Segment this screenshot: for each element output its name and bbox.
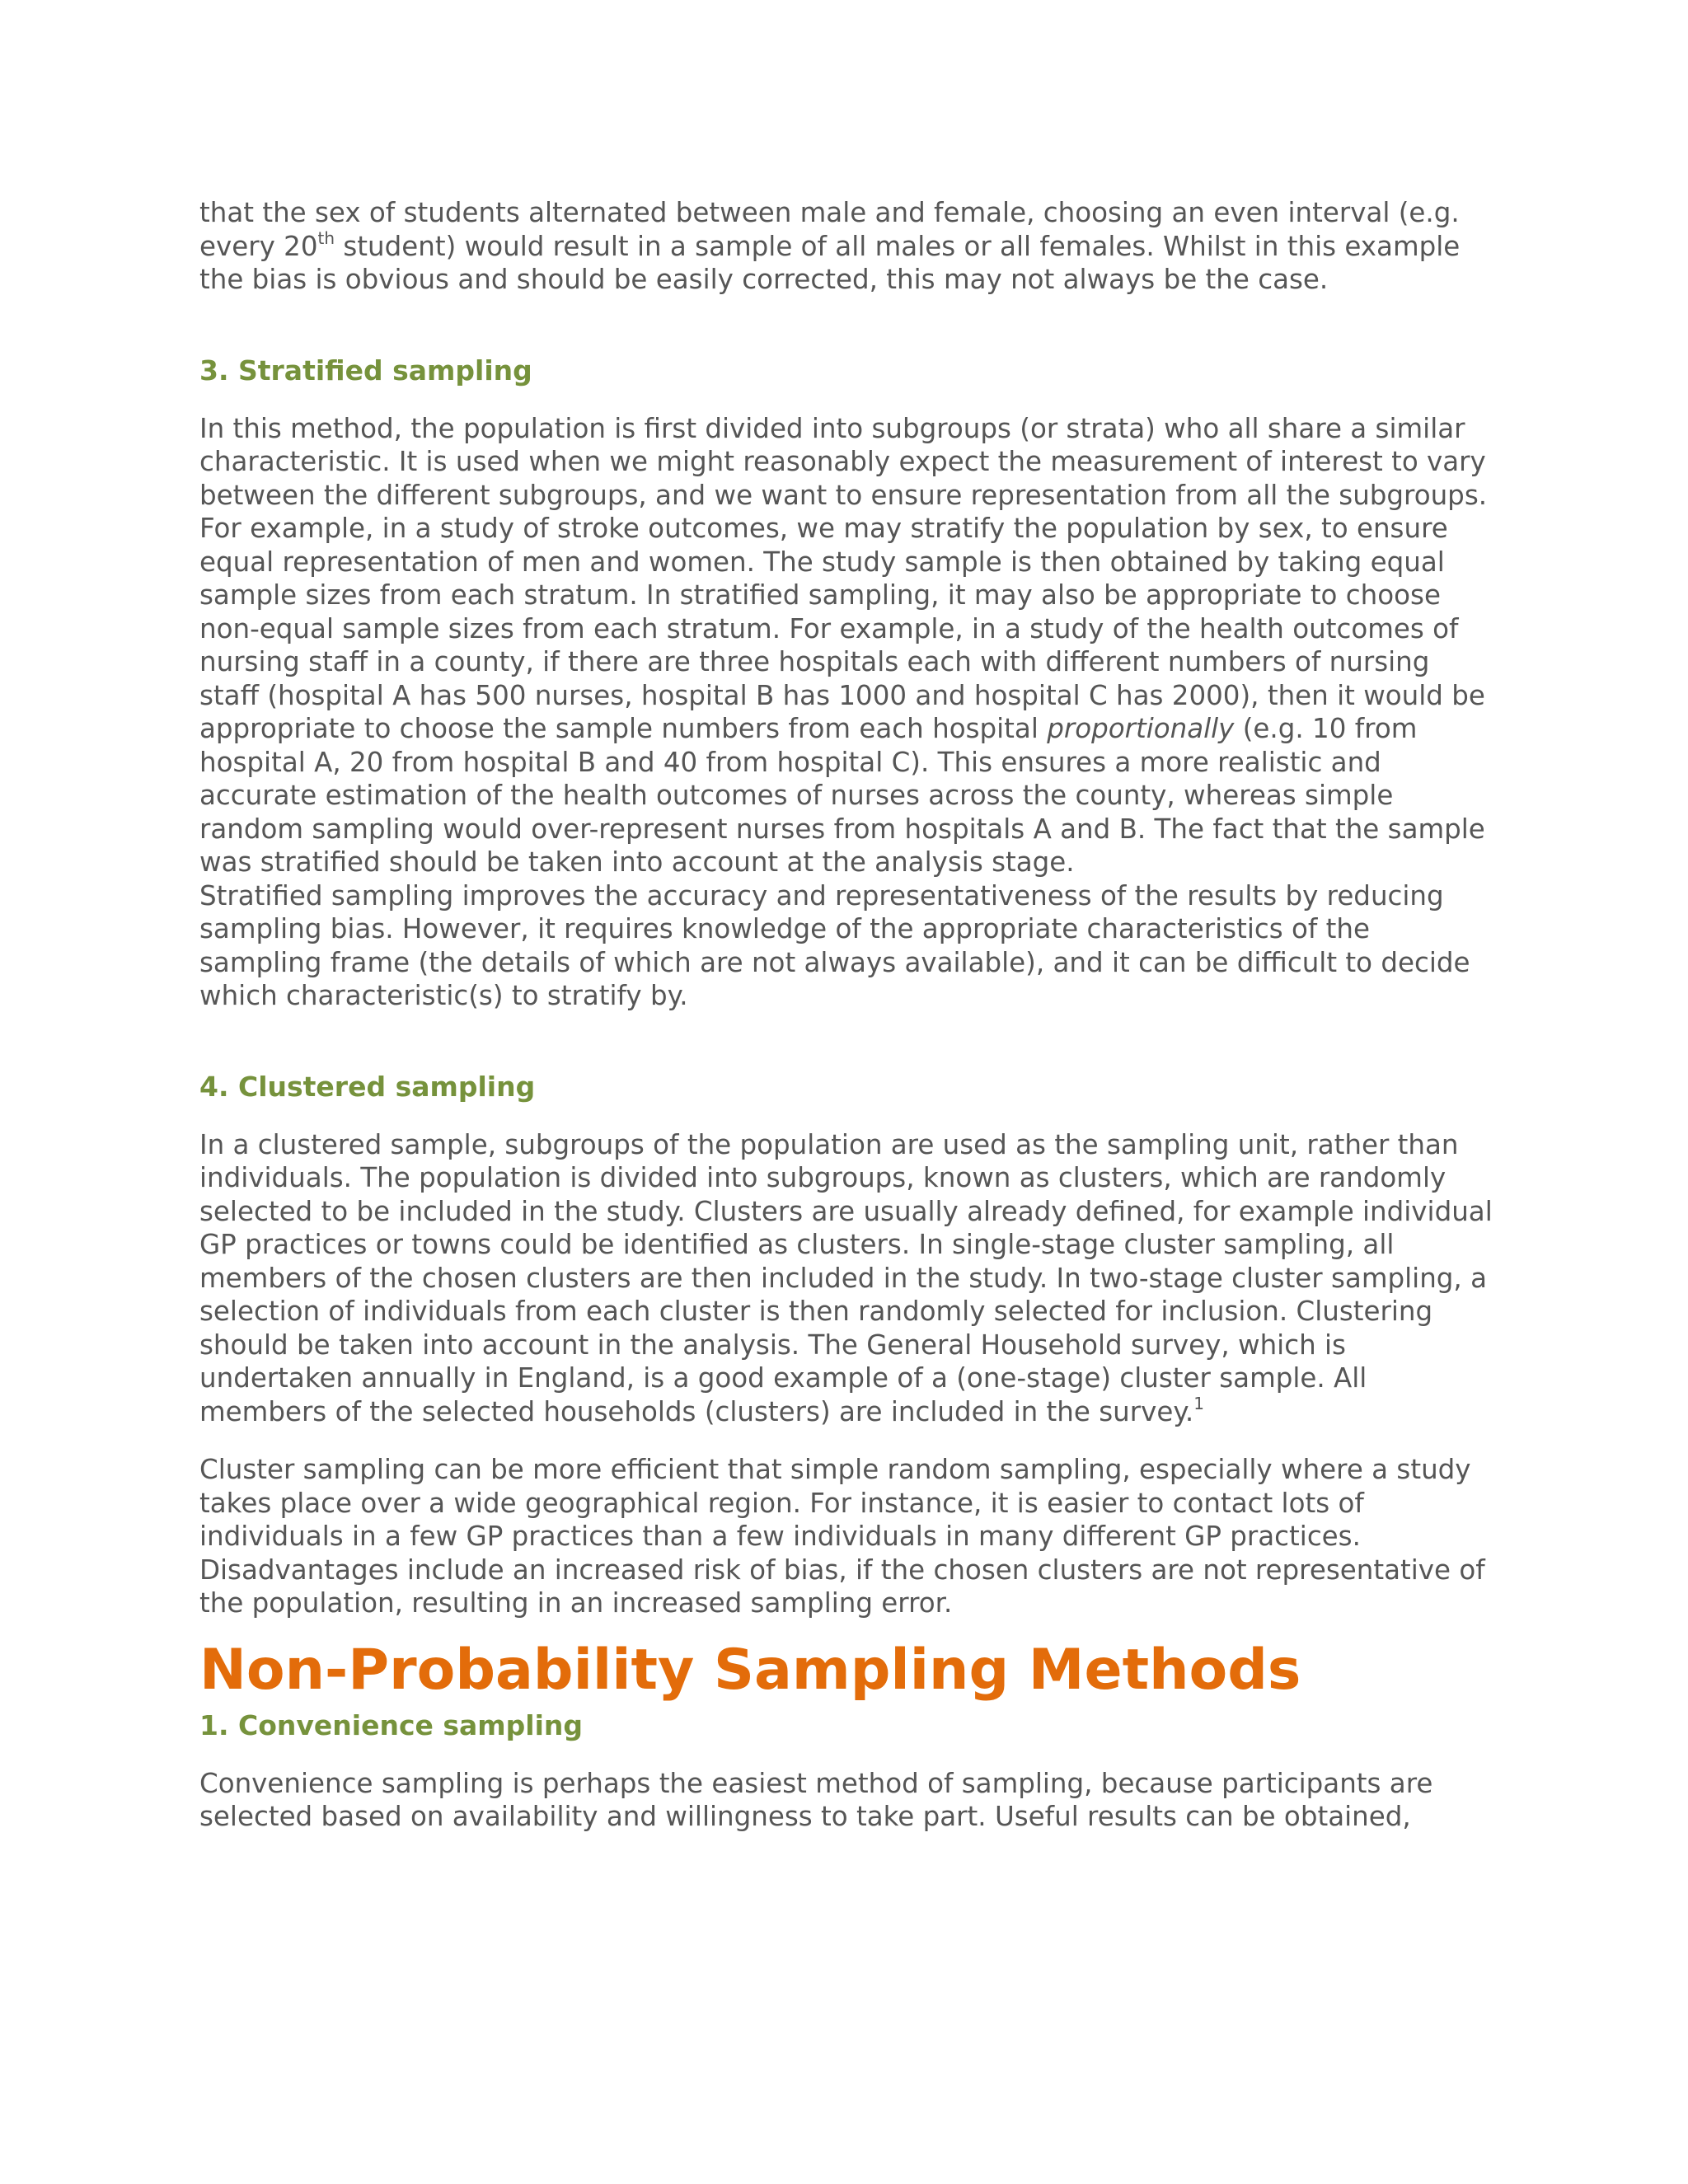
clustered-sampling-heading: 4. Clustered sampling (199, 1070, 536, 1103)
convenience-sampling-heading: 1. Convenience sampling (199, 1708, 584, 1741)
stratified-paragraph-2: Stratified sampling improves the accuracy and representativeness of the results by reducing sampling bias. However, it requires knowledge of the appropriate characteristics of the sampling frame (the details of which are not always available), and it can be difficult to decide which characteristic(s) to stratify by. (199, 879, 1470, 1011)
intro-text-b: student) would result in a sample of all males or all females. Whilst in this example the bias is obvious and should be easily corrected, this may not always be the case. (199, 230, 1461, 295)
intro-paragraph (199, 196, 1493, 297)
convenience-paragraph: Convenience sampling is perhaps the easiest method of sampling, because participants are selected based on availability and willingness to take part. Useful results can be obtained, (199, 1767, 1433, 1832)
emphasis-proportionally: proportionally (1047, 713, 1235, 744)
clustered-text-a: In a clustered sample, subgroups of the population are used as the sampling unit, rather than individuals. The population is divided into subgroups, known as clusters, which are randomly selected to be included in the study. Clusters are usually already defined, for example individual GP practices or towns could be identified as clusters. In single-stage cluster sampling, all members of the chosen clusters are then included in the study. In two-stage cluster sampling, a selection of individuals from each cluster is then randomly selected for inclusion. Clustering should be taken into account in the analysis. The General Household survey, which is undertaken annually in England, is a good example of a (one-stage) cluster sample. All members of the selected households (clusters) are included in the survey. (199, 1128, 1493, 1427)
page-content (199, 196, 1493, 1834)
intro-text-a: that the sex of students alternated between male and female, choosing an even interval (e.g. every 20 (199, 197, 1460, 262)
stratified-text-b: (e.g. 10 from hospital A, 20 from hospital B and 40 from hospital C). This ensures a more realistic and accurate estimation of the health outcomes of nurses across the county, whereas simple random sampling would over-represent nurses from hospitals A and B. The fact that the sample was stratified should be taken into account at the analysis stage. (199, 713, 1485, 878)
non-probability-section-title: Non-Probability Sampling Methods (199, 1637, 1301, 1703)
footnote-reference: 1 (1193, 1393, 1204, 1413)
stratified-sampling-heading: 3. Stratified sampling (199, 354, 532, 387)
clustered-paragraph-1 (199, 1128, 1493, 1429)
stratified-paragraph-1 (199, 412, 1493, 879)
clustered-paragraph-2: Cluster sampling can be more efficient that simple random sampling, especially where a study takes place over a wide geographical region. For instance, it is easier to contact lots of individuals in a few GP practices than a few individuals in many different GP practices. Disadvantages include an increased risk of bias, if the chosen clusters are not representative of the population, resulting in an increased sampling error. (199, 1454, 1485, 1619)
stratified-text-a: In this method, the population is first divided into subgroups (or strata) who all share a similar characteristic. It is used when we might reasonably expect the measurement of interest to vary between the different subgroups, and we want to ensure representation from all the subgroups. For example, in a study of stroke outcomes, we may stratify the population by sex, to ensure equal representation of men and women. The study sample is then obtained by taking equal sample sizes from each stratum. In stratified sampling, it may also be appropriate to choose non-equal sample sizes from each stratum. For example, in a study of the health outcomes of nursing staff in a county, if there are three hospitals each with different numbers of nursing staff (hospital A has 500 nurses, hospital B has 1000 and hospital C has 2000), then it would be appropriate to choose the sample numbers from each hospital (199, 412, 1488, 744)
ordinal-superscript: th (317, 227, 335, 248)
